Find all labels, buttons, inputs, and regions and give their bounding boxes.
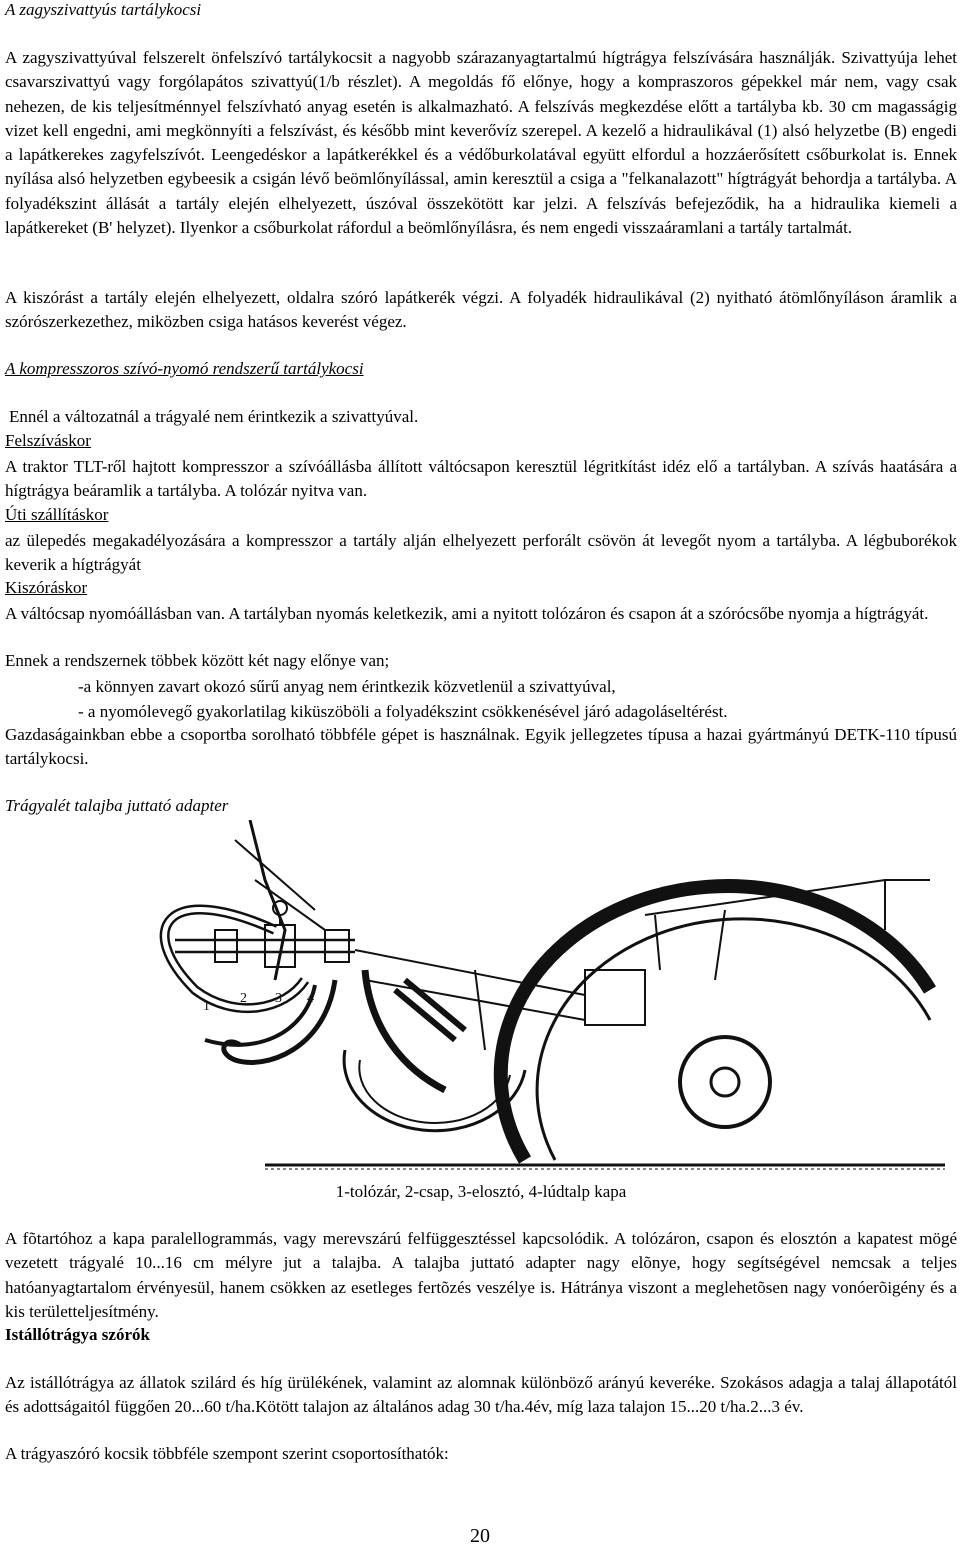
page-number: 20 bbox=[470, 1525, 490, 1547]
list-item: -a könnyen zavart okozó sűrű anyag nem érintkezik közvetlenül a szivattyúval, bbox=[78, 677, 616, 696]
advantages-intro: Ennek a rendszernek többek között két nagy előnye van; bbox=[5, 651, 390, 670]
section-title-istallotragya: Istállótrágya szórók bbox=[5, 1325, 150, 1344]
advantages-list bbox=[5, 675, 960, 724]
section-title-zagyszivattyus: A zagyszivattyús tartálykocsi bbox=[5, 0, 202, 19]
figure-label: 1 bbox=[203, 999, 210, 1014]
adapter-drawing bbox=[25, 820, 945, 1175]
paragraph-gazdasagainkban: Gazdaságainkban ebbe a csoportba sorolható többféle gépet is használnak. Egyik jellegzetes típusa a hazai gyártmányú DETK-110 típusú tartálykocsi. bbox=[5, 725, 957, 769]
section-title-kompresszoros: A kompresszoros szívó-nyomó rendszerű tartálykocsi bbox=[5, 359, 364, 378]
figure-caption: 1-tolózár, 2-csap, 3-elosztó, 4-lúdtalp kapa bbox=[335, 1182, 627, 1201]
last-line: A trágyaszóró kocsik többféle szempont szerint csoportosíthatók: bbox=[5, 1444, 449, 1463]
paragraph-uti-szallitaskor: az ülepedés megakadélyozására a kompresszor a tartály alján elhelyezett perforált csövön át levegőt nyom a tartályba. A légbuborékok keverik a hígtrágyát bbox=[5, 531, 957, 575]
section-title-adapter: Trágyalét talajba juttató adapter bbox=[5, 796, 229, 815]
subheading-uti-szallitaskor: Úti szállításkor bbox=[5, 505, 109, 524]
figure-label: 2 bbox=[240, 991, 247, 1006]
adapter-figure bbox=[25, 820, 945, 1175]
list-item: - a nyomólevegő gyakorlatilag kiküszöböli a folyadékszint csökkenésével járó adagoláseltérést. bbox=[78, 701, 728, 721]
subheading-felszivaskor: Felszíváskor bbox=[5, 431, 91, 450]
paragraph-kiszoras: A kiszórást a tartály elején elhelyezett, oldalra szóró lapátkerék végzi. A folyadék hidraulikával (2) nyitható átömlőnyíláson áramlik a szórószerkezethez, miközben csiga hatásos keverést végez. bbox=[5, 288, 957, 332]
subheading-kiszoraskor: Kiszóráskor bbox=[5, 578, 88, 597]
figure-label: 4 bbox=[307, 991, 314, 1006]
paragraph-zagyszivattyus: A zagyszivattyúval felszerelt önfelszívó tartálykocsit a nagyobb szárazanyagtartalmú hígtrágya felszívására használják. Szivattyúja lehet csavarszivattyú vagy forgólapátos szivattyú(1/b részlet). A megoldás fő előnye, hogy a kompraszoros gépekkel már nem, vagy csak nehezen, de kis teljesítménnyel felszívható anyag esetén is alkalmazható. A felszívás megkezdése előtt a tartályba kb. 30 cm magasságig vizet kell engedni, ami megkönnyíti a felszívást, és később mint keverővíz szerepel. A kezelő a hidraulikával (1) alsó helyzetbe (B) engedi a lapátkerekes zagyfelszívót. Leengedéskor a lapátkerékkel és a védőburkolatával együtt elfordul a hozzáerősített csőburkolat is. Ennek nyílása alsó helyzetben egybeesik a csigán lévő beömlőnyílással, amin keresztül a csiga a "felkanalazott" hígtrágyát behordja a tartályba. A folyadékszint állását a tartály elején elhelyezett, úszóval összekötött kar jelzi. A felszívás befejeződik, ha a hidraulika kiemeli a lapátkereket (B' helyzet). Ilyenkor a csőburkolat ráfordul a beömlőnyílásra, és nem engedi visszaáramlani a tartály tartalmát. bbox=[5, 48, 957, 238]
paragraph-adapter: A fõtartóhoz a kapa paralellogrammás, vagy merevszárú felfüggesztéssel kapcsolódik. A tolózáron, csapon és elosztón a kapatest mögé vezetett trágyalé 10...16 cm mélyre jut a talajba. A talajba juttató adapter nagy elõnye, hogy segítségével nemcsak a teljes hatóanyagtartalom érvényesül, hanem csökken az esetleges fertõzés veszélye is. Hátránya viszont a meglehetõsen nagy vonóerõigény és a kis területteljesítmény. bbox=[5, 1229, 957, 1321]
paragraph-kiszoraskor: A váltócsap nyomóállásban van. A tartályban nyomás keletkezik, ami a nyitott tolózáron és csapon át a szórócsőbe nyomja a hígtrágyát. bbox=[5, 604, 929, 623]
intro-line: Ennél a változatnál a trágyalé nem érintkezik a szivattyúval. bbox=[9, 407, 419, 426]
paragraph-istallotragya: Az istállótrágya az állatok szilárd és híg ürülékének, valamint az alomnak különböző arányú keveréke. Szokásos adagja a talaj állapotától és adottságaitól függően 20...60 t/ha.Kötött talajon az általános adag 30 t/ha.4év, míg laza talajon 15...20 t/ha.2...3 év. bbox=[5, 1373, 957, 1417]
paragraph-felszivaskor: A traktor TLT-ről hajtott kompresszor a szívóállásba állított váltócsapon keresztül légritkítást idéz elő a tartályban. A szívás haatására a hígtrágya beáramlik a tartályba. A tolózár nyitva van. bbox=[5, 457, 957, 501]
figure-label: 3 bbox=[275, 991, 282, 1006]
